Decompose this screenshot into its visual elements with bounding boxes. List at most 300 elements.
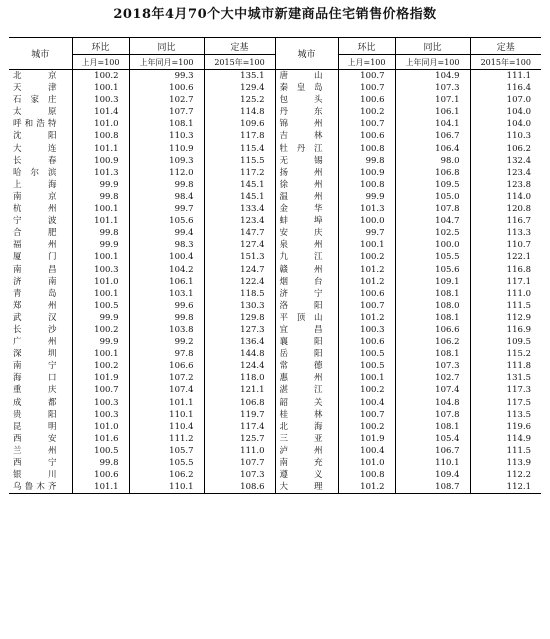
fixed-cell: 114.0 — [506, 191, 531, 202]
fixed-cell: 119.6 — [506, 421, 531, 432]
fixed-cell: 109.5 — [506, 337, 531, 348]
mom-cell: 100.2 — [72, 324, 129, 336]
mom-cell: 101.2 — [338, 481, 395, 494]
city-header-right: 城市 — [275, 38, 338, 70]
mom-cell: 100.8 — [338, 179, 395, 191]
city-cell: 平顶山 — [275, 312, 338, 324]
city-cell: 广州 — [9, 336, 72, 348]
fixed-cell: 151.3 — [204, 251, 275, 263]
yoy-cell: 106.1 — [129, 276, 204, 288]
page-title: 2018年4月70个大中城市新建商品住宅销售价格指数 — [113, 7, 437, 22]
city-cell: 无锡 — [275, 155, 338, 167]
fixed-cell: 124.4 — [204, 360, 275, 372]
fixed-cell: 122.1 — [506, 252, 531, 263]
yoy-cell: 106.8 — [395, 167, 470, 179]
fixed-cell: 111.0 — [204, 445, 275, 457]
mom-cell: 100.2 — [338, 384, 395, 396]
mom-header-left: 环比 — [72, 38, 129, 55]
city-cell: 大理 — [275, 481, 338, 494]
city-cell: 丹东 — [275, 106, 338, 118]
city-cell: 重庆 — [9, 384, 72, 396]
fixed-cell: 111.0 — [506, 288, 531, 299]
table-row — [9, 106, 541, 118]
fixed-cell: 110.7 — [506, 240, 531, 251]
fixed-cell: 145.1 — [204, 191, 275, 203]
mom-header-right: 环比 — [338, 38, 395, 55]
table-row — [9, 324, 541, 336]
table-row — [9, 191, 541, 203]
yoy-cell: 105.5 — [129, 457, 204, 469]
yoy-header-right: 同比 — [395, 38, 470, 55]
city-cell: 沈阳 — [9, 130, 72, 142]
city-cell: 秦皇岛 — [275, 82, 338, 94]
fixed-cell: 117.8 — [204, 130, 275, 142]
fixed-cell: 115.4 — [204, 143, 275, 155]
yoy-cell: 107.2 — [129, 372, 204, 384]
yoy-cell: 100.6 — [129, 82, 204, 94]
city-cell: 赣州 — [275, 264, 338, 276]
header-row — [9, 38, 541, 55]
fixed-cell: 110.3 — [506, 131, 531, 142]
mom-cell: 100.4 — [338, 397, 395, 409]
yoy-cell: 98.3 — [129, 239, 204, 251]
table-row — [9, 276, 541, 288]
mom-cell: 100.8 — [338, 143, 395, 155]
fixed-cell: 114.9 — [506, 433, 531, 444]
yoy-cell: 105.0 — [395, 191, 470, 203]
city-cell: 郑州 — [9, 300, 72, 312]
mom-cell: 100.2 — [338, 106, 395, 118]
mom-cell: 100.7 — [338, 300, 395, 312]
fixed-cell: 121.1 — [204, 384, 275, 396]
fixed-cell: 108.6 — [204, 481, 275, 494]
city-cell: 济宁 — [275, 288, 338, 300]
table-row — [9, 457, 541, 469]
fixed-cell: 107.7 — [204, 457, 275, 469]
mom-cell: 100.3 — [72, 264, 129, 276]
table-row — [9, 397, 541, 409]
yoy-cell: 106.7 — [395, 130, 470, 142]
city-cell: 贵阳 — [9, 409, 72, 421]
city-cell: 襄阳 — [275, 336, 338, 348]
mom-cell: 100.1 — [72, 203, 129, 215]
city-cell: 哈尔滨 — [9, 167, 72, 179]
yoy-cell: 108.1 — [129, 118, 204, 130]
mom-cell: 101.0 — [338, 457, 395, 469]
city-cell: 韶关 — [275, 397, 338, 409]
yoy-cell: 108.1 — [395, 288, 470, 300]
city-cell: 长春 — [9, 155, 72, 167]
city-cell: 银川 — [9, 469, 72, 481]
fixed-cell: 104.0 — [506, 119, 531, 130]
yoy-cell: 103.1 — [129, 288, 204, 300]
city-cell: 长沙 — [9, 324, 72, 336]
fixed-cell: 111.5 — [506, 300, 531, 311]
table-row — [9, 421, 541, 433]
yoy-cell: 107.4 — [129, 384, 204, 396]
city-cell: 太原 — [9, 106, 72, 118]
yoy-cell: 98.4 — [129, 191, 204, 203]
mom-cell: 101.3 — [338, 203, 395, 215]
city-cell: 南充 — [275, 457, 338, 469]
fixed-cell: 116.8 — [506, 264, 531, 275]
yoy-cell: 100.4 — [129, 251, 204, 263]
mom-cell: 100.1 — [72, 288, 129, 300]
yoy-cell: 105.7 — [129, 445, 204, 457]
table-row — [9, 94, 541, 106]
mom-cell: 101.1 — [72, 481, 129, 494]
fixed-cell: 115.2 — [506, 349, 531, 360]
yoy-cell: 106.6 — [395, 324, 470, 336]
mom-cell: 99.8 — [72, 227, 129, 239]
mom-cell: 100.4 — [338, 445, 395, 457]
city-cell: 济南 — [9, 276, 72, 288]
mom-base-right: 上月=100 — [338, 55, 395, 70]
table-row — [9, 215, 541, 227]
yoy-cell: 98.0 — [395, 155, 470, 167]
fixed-cell: 133.4 — [204, 203, 275, 215]
fixed-cell: 136.4 — [204, 336, 275, 348]
table-row — [9, 264, 541, 276]
fixed-cell: 125.7 — [204, 433, 275, 445]
yoy-cell: 106.7 — [395, 445, 470, 457]
city-cell: 扬州 — [275, 167, 338, 179]
fixed-cell: 145.1 — [204, 179, 275, 191]
fixed-cell: 107.0 — [506, 95, 531, 106]
fixed-cell: 106.8 — [204, 397, 275, 409]
mom-cell: 101.1 — [72, 215, 129, 227]
city-cell: 湛江 — [275, 384, 338, 396]
yoy-cell: 99.8 — [129, 312, 204, 324]
fixed-cell: 123.8 — [506, 179, 531, 190]
fixed-base-right: 2015年=100 — [470, 55, 541, 70]
city-cell: 杭州 — [9, 203, 72, 215]
yoy-cell: 99.3 — [129, 70, 204, 83]
city-cell: 上海 — [9, 179, 72, 191]
fixed-cell: 127.3 — [204, 324, 275, 336]
yoy-cell: 110.4 — [129, 421, 204, 433]
city-cell: 武汉 — [9, 312, 72, 324]
fixed-cell: 116.9 — [506, 324, 531, 335]
fixed-cell: 117.5 — [506, 397, 531, 408]
table-row — [9, 118, 541, 130]
city-cell: 徐州 — [275, 179, 338, 191]
yoy-cell: 107.3 — [395, 82, 470, 94]
mom-cell: 100.1 — [72, 82, 129, 94]
mom-cell: 100.2 — [72, 360, 129, 372]
mom-cell: 100.7 — [338, 118, 395, 130]
yoy-cell: 109.1 — [395, 276, 470, 288]
mom-cell: 101.9 — [72, 372, 129, 384]
mom-cell: 100.3 — [72, 409, 129, 421]
mom-cell: 101.9 — [338, 433, 395, 445]
fixed-cell: 130.3 — [204, 300, 275, 312]
yoy-cell: 102.5 — [395, 227, 470, 239]
mom-cell: 100.9 — [72, 155, 129, 167]
mom-cell: 100.5 — [72, 300, 129, 312]
yoy-cell: 105.5 — [395, 251, 470, 263]
fixed-cell: 111.8 — [506, 361, 531, 372]
city-header-left: 城市 — [9, 38, 72, 70]
city-cell: 深圳 — [9, 348, 72, 360]
yoy-cell: 101.1 — [129, 397, 204, 409]
city-cell: 北海 — [275, 421, 338, 433]
yoy-cell: 108.1 — [395, 348, 470, 360]
mom-base-left: 上月=100 — [72, 55, 129, 70]
yoy-cell: 110.1 — [129, 409, 204, 421]
fixed-cell: 123.4 — [204, 215, 275, 227]
city-cell: 锦州 — [275, 118, 338, 130]
city-cell: 唐山 — [275, 70, 338, 83]
yoy-cell: 105.6 — [129, 215, 204, 227]
mom-cell: 100.5 — [72, 445, 129, 457]
fixed-cell: 116.4 — [506, 83, 531, 94]
city-cell: 泸州 — [275, 445, 338, 457]
fixed-cell: 116.7 — [506, 216, 531, 227]
yoy-cell: 106.6 — [129, 360, 204, 372]
yoy-cell: 110.9 — [129, 143, 204, 155]
mom-cell: 101.0 — [72, 276, 129, 288]
yoy-cell: 104.7 — [395, 215, 470, 227]
city-cell: 大连 — [9, 143, 72, 155]
yoy-base-left: 上年同月=100 — [129, 55, 204, 70]
mom-cell: 99.8 — [72, 457, 129, 469]
fixed-cell: 118.0 — [204, 372, 275, 384]
fixed-cell: 144.8 — [204, 348, 275, 360]
mom-cell: 100.3 — [72, 94, 129, 106]
yoy-cell: 106.2 — [395, 336, 470, 348]
table-row — [9, 372, 541, 384]
mom-cell: 100.8 — [338, 469, 395, 481]
fixed-cell: 132.4 — [506, 155, 531, 166]
yoy-cell: 99.6 — [129, 300, 204, 312]
mom-cell: 100.6 — [338, 130, 395, 142]
yoy-cell: 105.6 — [395, 264, 470, 276]
fixed-cell: 109.6 — [204, 118, 275, 130]
fixed-cell: 117.2 — [204, 167, 275, 179]
city-cell: 温州 — [275, 191, 338, 203]
fixed-cell: 135.1 — [204, 70, 275, 83]
table-row — [9, 481, 541, 494]
mom-cell: 100.2 — [338, 421, 395, 433]
yoy-cell: 111.2 — [129, 433, 204, 445]
city-cell: 厦门 — [9, 251, 72, 263]
yoy-cell: 104.2 — [129, 264, 204, 276]
mom-cell: 101.6 — [72, 433, 129, 445]
mom-cell: 100.0 — [338, 215, 395, 227]
city-cell: 兰州 — [9, 445, 72, 457]
mom-cell: 99.8 — [72, 191, 129, 203]
table-row — [9, 227, 541, 239]
city-cell: 岳阳 — [275, 348, 338, 360]
table-row — [9, 300, 541, 312]
mom-cell: 100.6 — [338, 94, 395, 106]
fixed-cell: 113.9 — [506, 458, 531, 468]
city-cell: 成都 — [9, 397, 72, 409]
mom-cell: 99.9 — [72, 336, 129, 348]
city-cell: 吉林 — [275, 130, 338, 142]
yoy-base-right: 上年同月=100 — [395, 55, 470, 70]
fixed-cell: 122.4 — [204, 276, 275, 288]
mom-cell: 99.8 — [338, 155, 395, 167]
city-cell: 合肥 — [9, 227, 72, 239]
table-row — [9, 167, 541, 179]
yoy-cell: 107.1 — [395, 94, 470, 106]
fixed-header-right: 定基 — [470, 38, 541, 55]
table-row — [9, 445, 541, 457]
table-row — [9, 336, 541, 348]
yoy-cell: 107.8 — [395, 409, 470, 421]
table-row — [9, 82, 541, 94]
city-cell: 桂林 — [275, 409, 338, 421]
yoy-cell: 105.4 — [395, 433, 470, 445]
fixed-cell: 113.3 — [506, 228, 531, 239]
table-row — [9, 155, 541, 167]
city-cell: 金华 — [275, 203, 338, 215]
mom-cell: 100.7 — [338, 70, 395, 83]
yoy-cell: 97.8 — [129, 348, 204, 360]
city-cell: 泉州 — [275, 239, 338, 251]
mom-cell: 101.0 — [72, 118, 129, 130]
fixed-cell: 131.5 — [506, 373, 531, 384]
fixed-cell: 147.7 — [204, 227, 275, 239]
city-cell: 宁波 — [9, 215, 72, 227]
city-cell: 石家庄 — [9, 94, 72, 106]
fixed-cell: 112.9 — [506, 312, 531, 323]
mom-cell: 100.2 — [338, 251, 395, 263]
yoy-cell: 99.7 — [129, 203, 204, 215]
city-cell: 福州 — [9, 239, 72, 251]
yoy-cell: 99.8 — [129, 179, 204, 191]
yoy-cell: 107.3 — [395, 360, 470, 372]
yoy-cell: 107.7 — [129, 106, 204, 118]
mom-cell: 99.9 — [72, 179, 129, 191]
city-cell: 西安 — [9, 433, 72, 445]
mom-cell: 101.2 — [338, 312, 395, 324]
city-cell: 西宁 — [9, 457, 72, 469]
yoy-cell: 106.4 — [395, 143, 470, 155]
fixed-cell: 129.4 — [204, 82, 275, 94]
city-cell: 昆明 — [9, 421, 72, 433]
mom-cell: 100.7 — [338, 409, 395, 421]
yoy-cell: 112.0 — [129, 167, 204, 179]
yoy-cell: 107.4 — [395, 384, 470, 396]
city-cell: 南京 — [9, 191, 72, 203]
fixed-cell: 107.3 — [204, 469, 275, 481]
yoy-cell: 99.2 — [129, 336, 204, 348]
city-cell: 呼和浩特 — [9, 118, 72, 130]
table-row — [9, 433, 541, 445]
fixed-cell: 104.0 — [506, 107, 531, 118]
mom-cell: 100.5 — [338, 360, 395, 372]
mom-cell: 101.4 — [72, 106, 129, 118]
mom-cell: 100.1 — [338, 239, 395, 251]
fixed-cell: 112.2 — [506, 470, 531, 481]
yoy-cell: 108.7 — [395, 481, 470, 494]
fixed-cell: 117.3 — [506, 385, 531, 396]
mom-cell: 99.9 — [338, 191, 395, 203]
mom-cell: 100.5 — [338, 348, 395, 360]
table-row — [9, 179, 541, 191]
yoy-cell: 103.8 — [129, 324, 204, 336]
yoy-cell: 104.9 — [395, 70, 470, 83]
city-cell: 宜昌 — [275, 324, 338, 336]
mom-cell: 99.9 — [72, 312, 129, 324]
city-cell: 牡丹江 — [275, 143, 338, 155]
city-cell: 天津 — [9, 82, 72, 94]
city-cell: 海口 — [9, 372, 72, 384]
yoy-cell: 99.4 — [129, 227, 204, 239]
fixed-cell: 117.4 — [204, 421, 275, 433]
yoy-cell: 109.4 — [395, 469, 470, 481]
city-cell: 九江 — [275, 251, 338, 263]
fixed-cell: 129.8 — [204, 312, 275, 324]
table-row — [9, 239, 541, 251]
yoy-cell: 110.1 — [129, 481, 204, 494]
yoy-cell: 109.3 — [129, 155, 204, 167]
city-cell: 包头 — [275, 94, 338, 106]
city-cell: 青岛 — [9, 288, 72, 300]
city-cell: 惠州 — [275, 372, 338, 384]
mom-cell: 100.6 — [338, 288, 395, 300]
fixed-cell: 106.2 — [506, 143, 531, 154]
fixed-cell: 118.5 — [204, 288, 275, 300]
fixed-cell: 112.1 — [470, 481, 541, 494]
mom-cell: 101.1 — [72, 143, 129, 155]
mom-cell: 100.9 — [338, 167, 395, 179]
yoy-cell: 108.1 — [395, 312, 470, 324]
price-index-table — [9, 37, 541, 494]
fixed-base-left: 2015年=100 — [204, 55, 275, 70]
table-row — [9, 312, 541, 324]
city-cell: 三亚 — [275, 433, 338, 445]
city-cell: 蚌埠 — [275, 215, 338, 227]
mom-cell: 100.2 — [72, 70, 129, 83]
city-cell: 乌鲁木齐 — [9, 481, 72, 494]
table-row — [9, 203, 541, 215]
fixed-cell: 114.8 — [204, 106, 275, 118]
fixed-cell: 119.7 — [204, 409, 275, 421]
table-row — [9, 360, 541, 372]
mom-cell: 100.3 — [72, 397, 129, 409]
mom-cell: 101.0 — [72, 421, 129, 433]
fixed-cell: 120.8 — [506, 204, 531, 215]
city-cell: 遵义 — [275, 469, 338, 481]
yoy-cell: 107.8 — [395, 203, 470, 215]
fixed-cell: 125.2 — [204, 94, 275, 106]
fixed-cell: 111.1 — [506, 71, 531, 81]
fixed-cell: 113.5 — [506, 409, 531, 420]
mom-cell: 101.2 — [338, 264, 395, 276]
city-cell: 南昌 — [9, 264, 72, 276]
yoy-cell: 110.1 — [395, 457, 470, 469]
mom-cell: 100.1 — [72, 348, 129, 360]
table-row — [9, 409, 541, 421]
table-row — [9, 251, 541, 263]
fixed-cell: 117.1 — [506, 276, 531, 287]
city-cell: 洛阳 — [275, 300, 338, 312]
table-row — [9, 348, 541, 360]
yoy-cell: 106.1 — [395, 106, 470, 118]
yoy-cell: 102.7 — [129, 94, 204, 106]
mom-cell: 99.9 — [72, 239, 129, 251]
yoy-cell: 110.3 — [129, 130, 204, 142]
table-row — [9, 288, 541, 300]
fixed-cell: 124.7 — [204, 264, 275, 276]
city-cell: 北京 — [9, 70, 72, 83]
mom-cell: 99.7 — [338, 227, 395, 239]
city-cell: 南宁 — [9, 360, 72, 372]
